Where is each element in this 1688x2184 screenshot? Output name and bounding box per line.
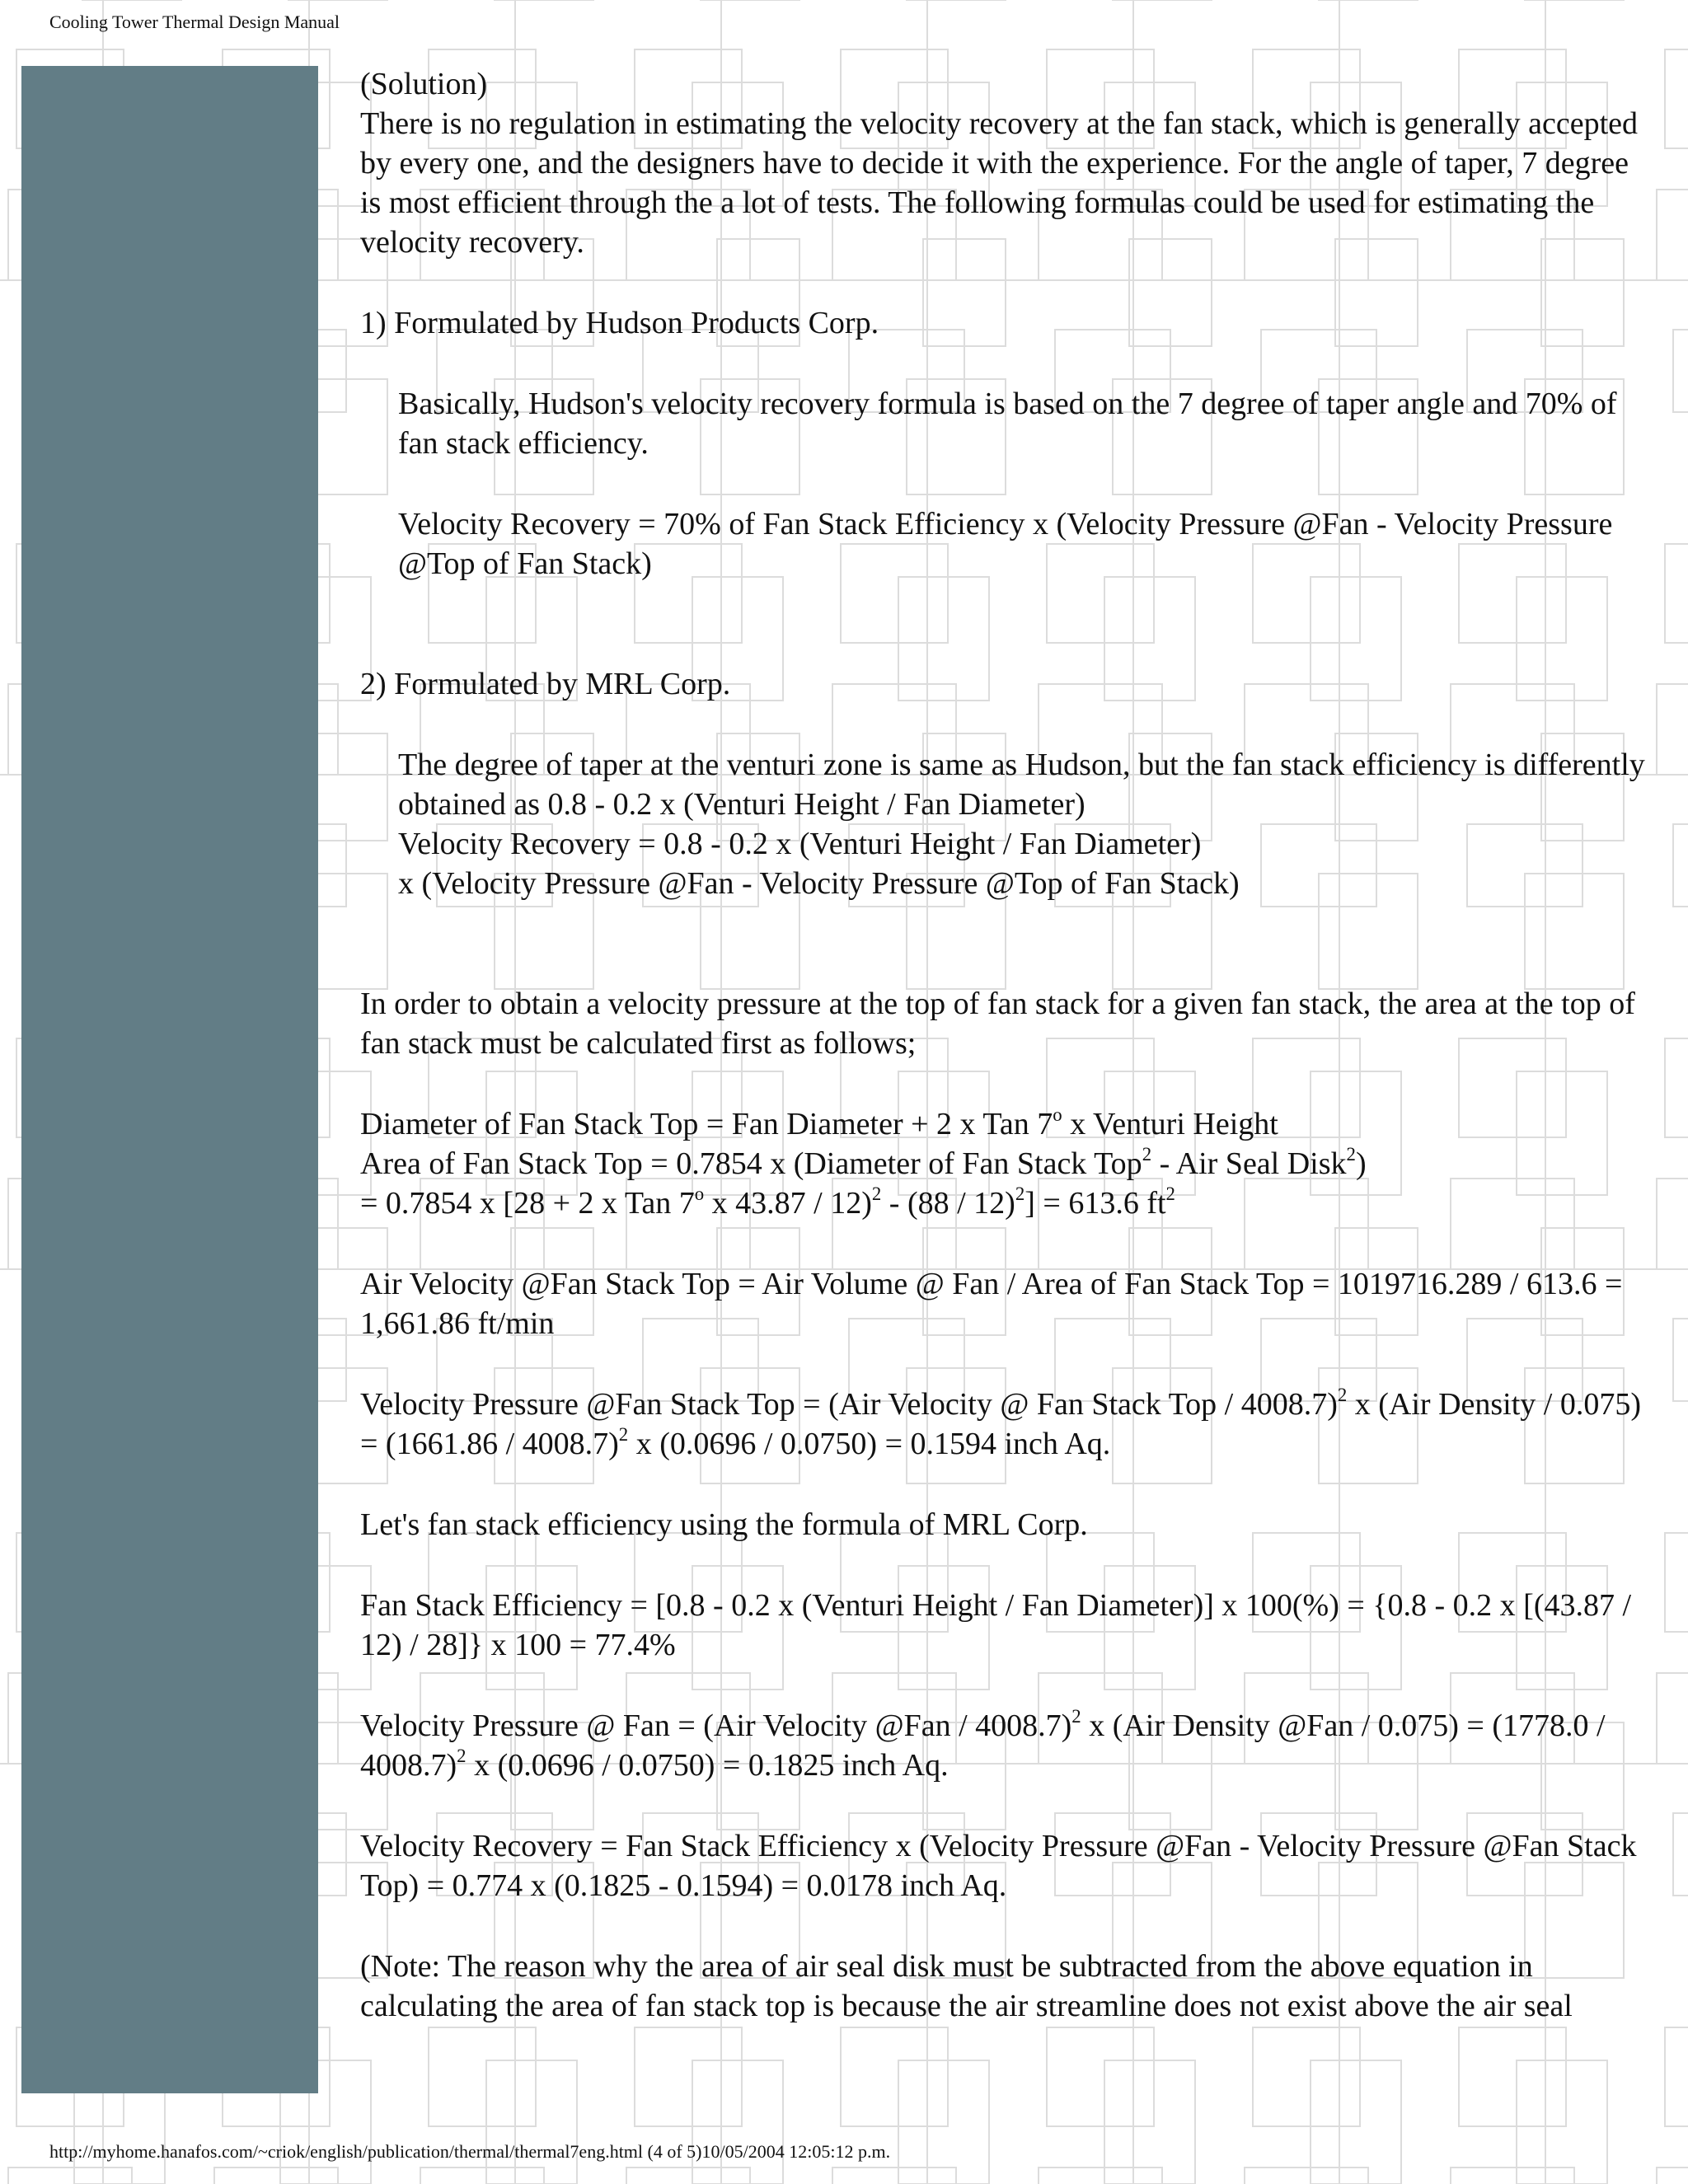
solution-label: (Solution) bbox=[360, 67, 488, 101]
hudson-basis: Basically, Hudson's velocity recovery formula is based on the 7 degree of taper angle and 70% of fan stack efficiency. bbox=[398, 387, 1617, 461]
sidebar-panel bbox=[21, 66, 318, 2093]
mrl-heading: 2) Formulated by MRL Corp. bbox=[360, 667, 731, 701]
area-formula: Area of Fan Stack Top = 0.7854 x (Diameter of Fan Stack Top$^2$ - Air Seal Disk$^2$) bbox=[360, 1144, 1367, 1181]
page-header-title: Cooling Tower Thermal Design Manual bbox=[49, 12, 340, 32]
velocity-pressure-fan-calc: Velocity Pressure @ Fan = (Air Velocity @Fan / 4008.7)$^2$ x (Air Density @Fan / 0.075) = (1778.0 / 4008.7)$^2$ x (0.0696 / 0.0750) = 0.1825 inch Aq. bbox=[360, 1706, 1606, 1783]
air-velocity-calc: Air Velocity @Fan Stack Top = Air Volume @ Fan / Area of Fan Stack Top = 1019716.289 / 613.6 = 1,661.86 ft/min bbox=[360, 1267, 1623, 1341]
area-calculation: = 0.7854 x [28 + 2 x Tan 7$^o$ x 43.87 / 12)$^2$ - (88 / 12)$^2$] = 613.6 $ft^2$ bbox=[360, 1183, 1175, 1221]
velocity-pressure-top-calc: Velocity Pressure @Fan Stack Top = (Air Velocity @ Fan Stack Top / 4008.7)$^2$ x (Air Density / 0.075) = (1661.86 / 4008.7)$^2$ x (0.0696 / 0.0750) = 0.1594 inch Aq. bbox=[360, 1385, 1642, 1461]
mrl-basis: The degree of taper at the venturi zone is same as Hudson, but the fan stack efficiency is differently obtained as 0.8 - 0.2 x (Venturi Height / Fan Diameter) bbox=[398, 748, 1645, 822]
page-footer-url: http://myhome.hanafos.com/~criok/english/publication/thermal/thermal7eng.html (4 of 5)10/05/2004 12:05:12 p.m. bbox=[49, 2141, 891, 2162]
document-content bbox=[360, 64, 1654, 2026]
intro-paragraph: There is no regulation in estimating the velocity recovery at the fan stack, which is generally accepted by every one, and the designers have to decide it with the experience. For the angle of taper, 7 degree is most efficient through the a lot of tests. The following formulas could be used for estimating the velocity recovery. bbox=[360, 106, 1639, 260]
hudson-heading: 1) Formulated by Hudson Products Corp. bbox=[360, 306, 879, 340]
diameter-formula: Diameter of Fan Stack Top = Fan Diameter + 2 x Tan 7$^o$ x Venturi Height bbox=[360, 1104, 1278, 1141]
velocity-recovery-result: Velocity Recovery = Fan Stack Efficiency x (Velocity Pressure @Fan - Velocity Pressure @Fan Stack Top) = 0.774 x (0.1825 - 0.1594) = 0.0178 inch Aq. bbox=[360, 1829, 1637, 1903]
fan-stack-efficiency-calc: Fan Stack Efficiency = [0.8 - 0.2 x (Venturi Height / Fan Diameter)] x 100(%) = {0.8 - 0.2 x [(43.87 / 12) / 28]} x 100 = 77.4% bbox=[360, 1588, 1632, 1662]
mrl-efficiency-intro: Let's fan stack efficiency using the formula of MRL Corp. bbox=[360, 1507, 1088, 1542]
hudson-formula: Velocity Recovery = 70% of Fan Stack Efficiency x (Velocity Pressure @Fan - Velocity Pressure @Top of Fan Stack) bbox=[398, 507, 1613, 581]
mrl-formula-line1: Velocity Recovery = 0.8 - 0.2 x (Venturi Height / Fan Diameter) bbox=[398, 827, 1202, 861]
note-paragraph: (Note: The reason why the area of air seal disk must be subtracted from the above equation in calculating the area of fan stack top is because the air streamline does not exist above the air seal bbox=[360, 1949, 1573, 2023]
mrl-formula-line2: x (Velocity Pressure @Fan - Velocity Pressure @Top of Fan Stack) bbox=[398, 866, 1240, 901]
area-intro: In order to obtain a velocity pressure at the top of fan stack for a given fan stack, the area at the top of fan stack must be calculated first as follows; bbox=[360, 987, 1635, 1061]
